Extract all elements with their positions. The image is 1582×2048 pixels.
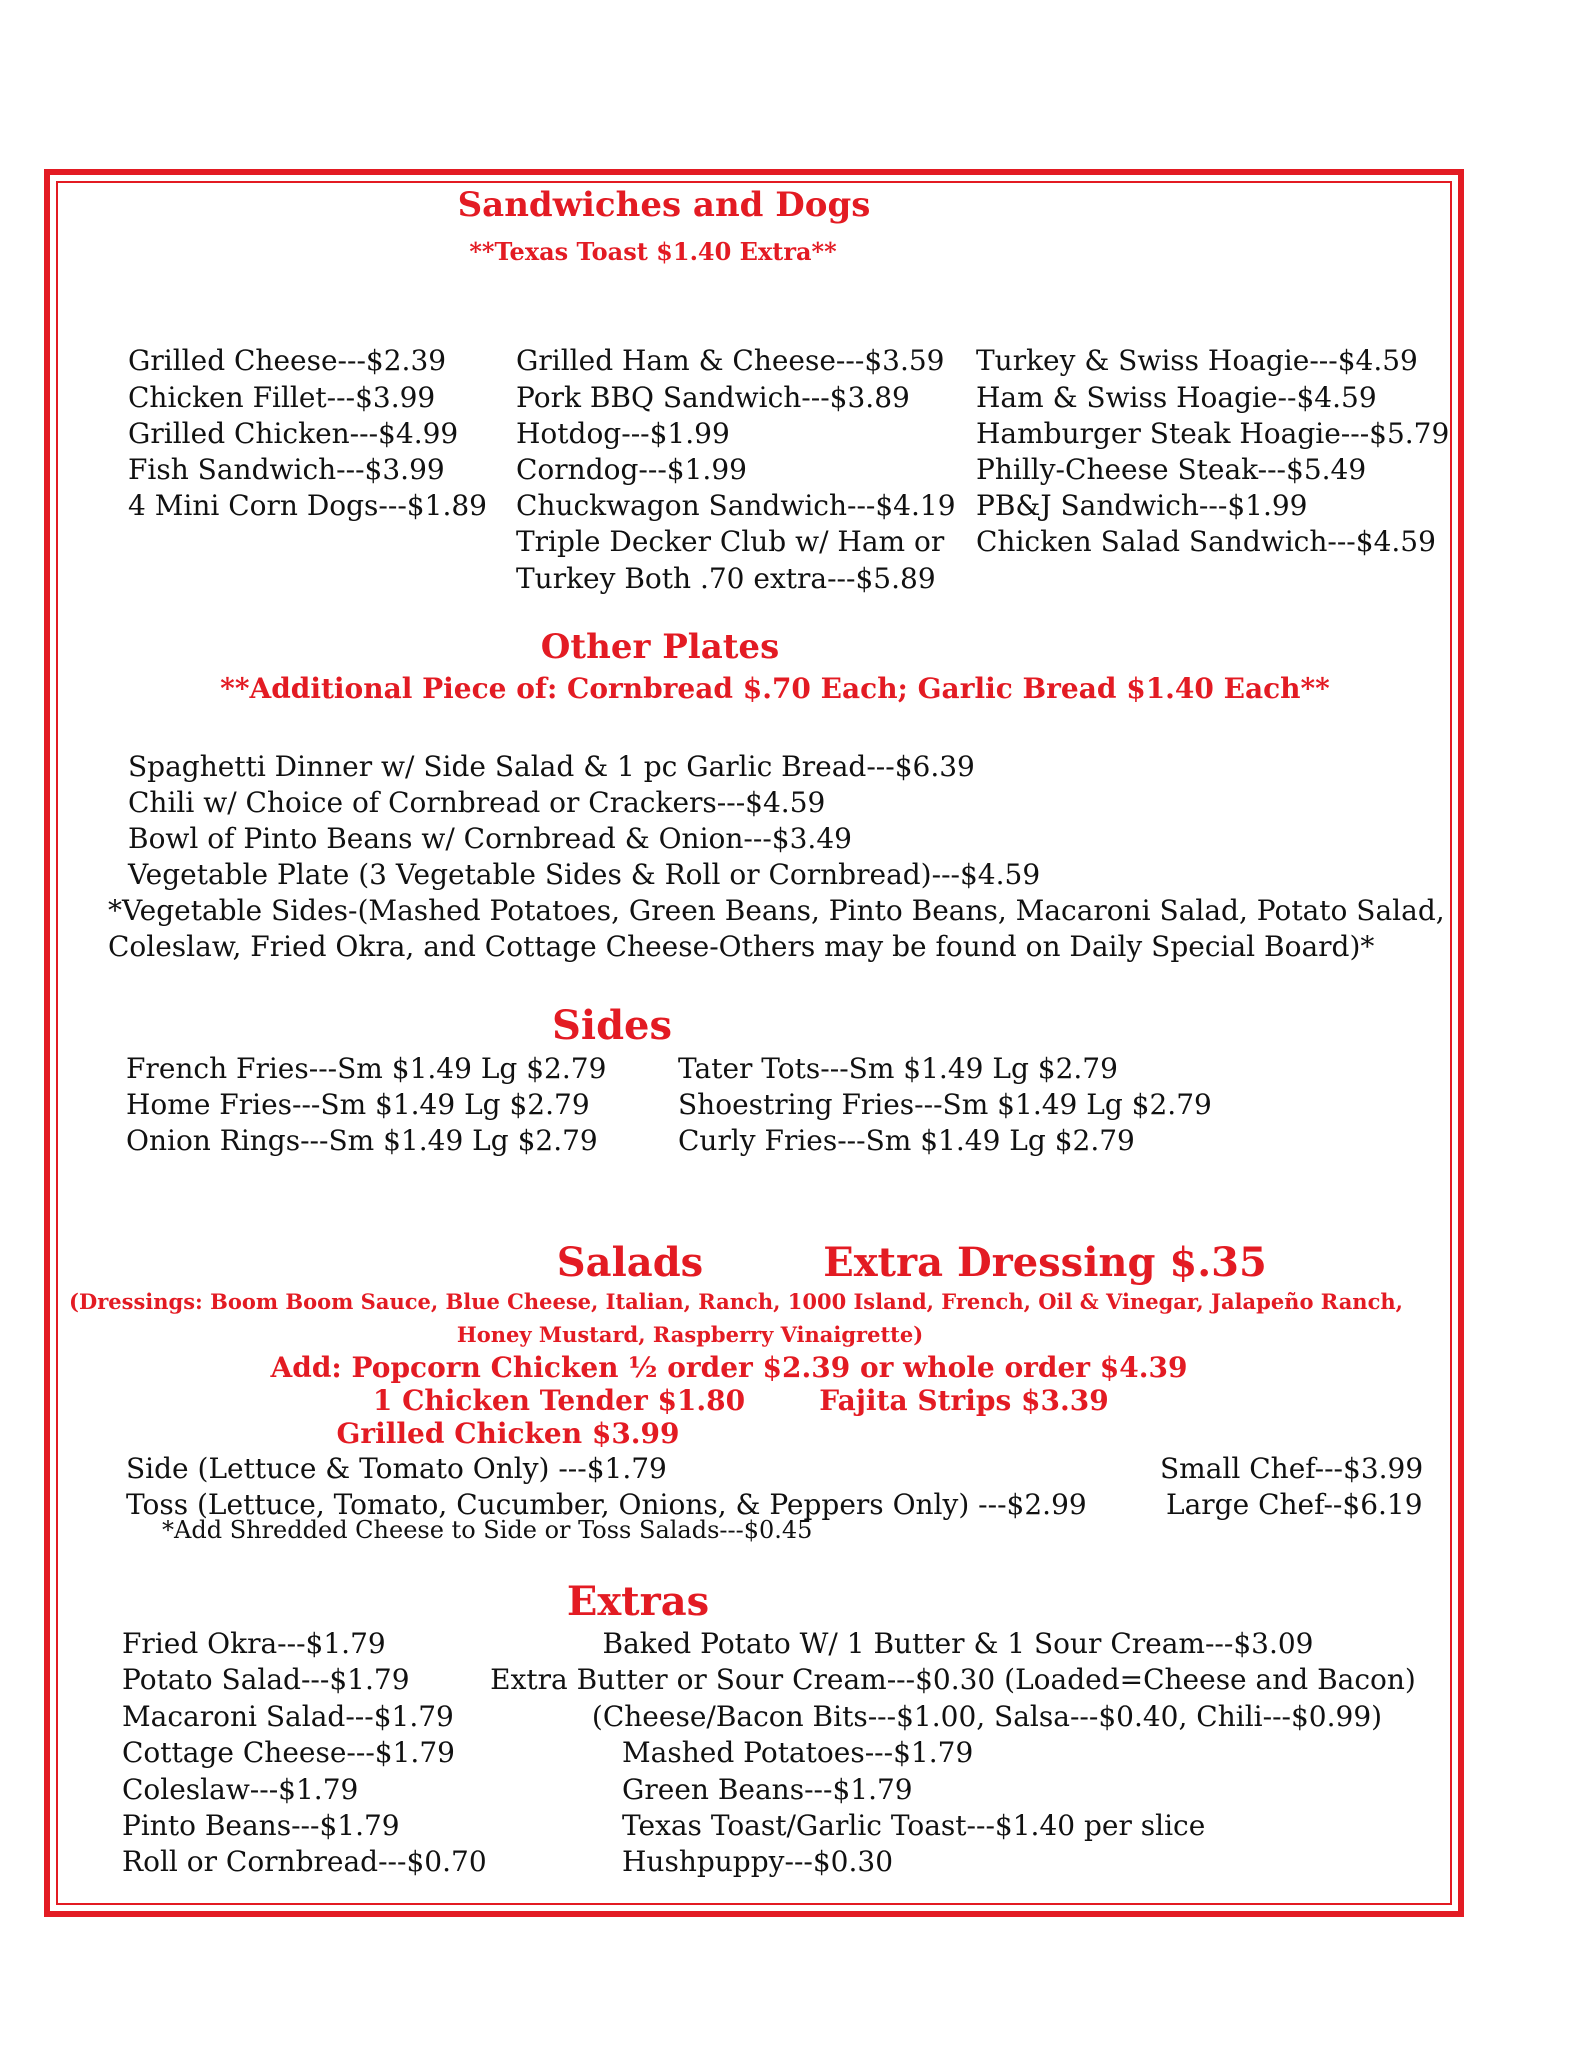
dressing-list: Honey Mustard, Raspberry Vinaigrette) xyxy=(456,1322,924,1347)
extra-item: Fried Okra---$1.79 xyxy=(122,1627,386,1660)
sandwich-item: Hotdog---$1.99 xyxy=(516,417,730,450)
side-item: Shoestring Fries---Sm $1.49 Lg $2.79 xyxy=(678,1088,1212,1121)
sandwich-item: Chicken Salad Sandwich---$4.59 xyxy=(976,525,1436,558)
dressing-list: (Dressings: Boom Boom Sauce, Blue Cheese, Italian, Ranch, 1000 Island, French, Oil & Vinegar, Jalapeño Ranch, xyxy=(69,1289,1403,1314)
salad-add-ons: 1 Chicken Tender $1.80 xyxy=(372,1384,746,1417)
sandwich-item: Fish Sandwich---$3.99 xyxy=(128,453,445,486)
extra-item: Potato Salad---$1.79 xyxy=(122,1663,410,1696)
sandwich-item: Grilled Cheese---$2.39 xyxy=(128,344,447,377)
side-item: French Fries---Sm $1.49 Lg $2.79 xyxy=(126,1052,607,1085)
sandwich-item: Grilled Ham & Cheese---$3.59 xyxy=(516,344,945,377)
sandwiches-note: **Texas Toast $1.40 Extra** xyxy=(469,237,837,266)
extra-dressing-price: Extra Dressing $.35 xyxy=(823,1239,1267,1286)
sandwich-item: Turkey Both .70 extra---$5.89 xyxy=(516,562,936,595)
sandwich-item: Philly-Cheese Steak---$5.49 xyxy=(976,453,1367,486)
extra-item: Texas Toast/Garlic Toast---$1.40 per slice xyxy=(622,1809,1206,1842)
side-item: Tater Tots---Sm $1.49 Lg $2.79 xyxy=(678,1052,1118,1085)
sandwich-item: Triple Decker Club w/ Ham or xyxy=(516,525,945,558)
sandwich-item: PB&J Sandwich---$1.99 xyxy=(976,489,1308,522)
sandwich-item: Turkey & Swiss Hoagie---$4.59 xyxy=(976,344,1418,377)
salad-add-ons: Fajita Strips $3.39 xyxy=(819,1384,1109,1417)
extra-item: (Cheese/Bacon Bits---$1.00, Salsa---$0.40, Chili---$0.99) xyxy=(591,1700,1383,1733)
sandwich-item: Grilled Chicken---$4.99 xyxy=(128,417,459,450)
sandwich-item: Hamburger Steak Hoagie---$5.79 xyxy=(976,417,1450,450)
vegetable-sides-note: *Vegetable Sides-(Mashed Potatoes, Green Beans, Pinto Beans, Macaroni Salad, Potato Salad, xyxy=(108,894,1445,927)
extra-item: Baked Potato W/ 1 Butter & 1 Sour Cream---$3.09 xyxy=(602,1627,1314,1660)
extra-item: Macaroni Salad---$1.79 xyxy=(122,1700,454,1733)
side-item: Home Fries---Sm $1.49 Lg $2.79 xyxy=(126,1088,590,1121)
vegetable-sides-note: Coleslaw, Fried Okra, and Cottage Cheese-Others may be found on Daily Special Board)* xyxy=(108,930,1375,963)
salad-item: Side (Lettuce & Tomato Only) ---$1.79 xyxy=(126,1452,667,1485)
extra-item: Green Beans---$1.79 xyxy=(622,1773,913,1806)
extra-item: Cottage Cheese---$1.79 xyxy=(122,1736,455,1769)
extra-item: Roll or Cornbread---$0.70 xyxy=(122,1845,487,1878)
sandwich-item: Pork BBQ Sandwich---$3.89 xyxy=(516,381,910,414)
plate-item: Chili w/ Choice of Cornbread or Crackers---$4.59 xyxy=(128,786,826,819)
extra-item: Hushpuppy---$0.30 xyxy=(622,1845,894,1878)
extra-item: Mashed Potatoes---$1.79 xyxy=(622,1736,974,1769)
side-item: Curly Fries---Sm $1.49 Lg $2.79 xyxy=(678,1124,1135,1157)
plate-item: Vegetable Plate (3 Vegetable Sides & Roll or Cornbread)---$4.59 xyxy=(128,858,1041,891)
side-item: Onion Rings---Sm $1.49 Lg $2.79 xyxy=(126,1124,598,1157)
salad-add-ons: Add: Popcorn Chicken ½ order $2.39 or whole order $4.39 xyxy=(270,1351,1188,1384)
plate-item: Spaghetti Dinner w/ Side Salad & 1 pc Garlic Bread---$6.39 xyxy=(128,750,975,783)
sandwich-item: Corndog---$1.99 xyxy=(516,453,747,486)
plates-note: **Additional Piece of: Cornbread $.70 Each; Garlic Bread $1.40 Each** xyxy=(220,672,1330,705)
sandwich-item: 4 Mini Corn Dogs---$1.89 xyxy=(128,489,487,522)
sandwich-item: Chicken Fillet---$3.99 xyxy=(128,381,436,414)
salads-title: Salads xyxy=(556,1239,704,1286)
extras-title: Extras xyxy=(566,1578,710,1625)
plate-item: Bowl of Pinto Beans w/ Cornbread & Onion---$3.49 xyxy=(128,822,852,855)
sides-title: Sides xyxy=(551,1002,673,1049)
salad-item: Small Chef---$3.99 xyxy=(1160,1452,1424,1485)
salad-add-ons: Grilled Chicken $3.99 xyxy=(336,1417,680,1450)
extra-item: Extra Butter or Sour Cream---$0.30 (Loaded=Cheese and Bacon) xyxy=(490,1663,1416,1696)
sandwich-item: Ham & Swiss Hoagie--$4.59 xyxy=(976,381,1377,414)
cheese-add-note: *Add Shredded Cheese to Side or Toss Salads---$0.45 xyxy=(162,1516,813,1544)
salad-item: Large Chef--$6.19 xyxy=(1166,1488,1423,1521)
extra-item: Pinto Beans---$1.79 xyxy=(122,1809,400,1842)
extra-item: Coleslaw---$1.79 xyxy=(122,1773,359,1806)
sandwich-item: Chuckwagon Sandwich---$4.19 xyxy=(516,489,956,522)
plates-title: Other Plates xyxy=(540,627,780,667)
sandwiches-title: Sandwiches and Dogs xyxy=(457,185,871,225)
salad-item: Toss (Lettuce, Tomato, Cucumber, Onions, & Peppers Only) ---$2.99 xyxy=(126,1488,1087,1521)
